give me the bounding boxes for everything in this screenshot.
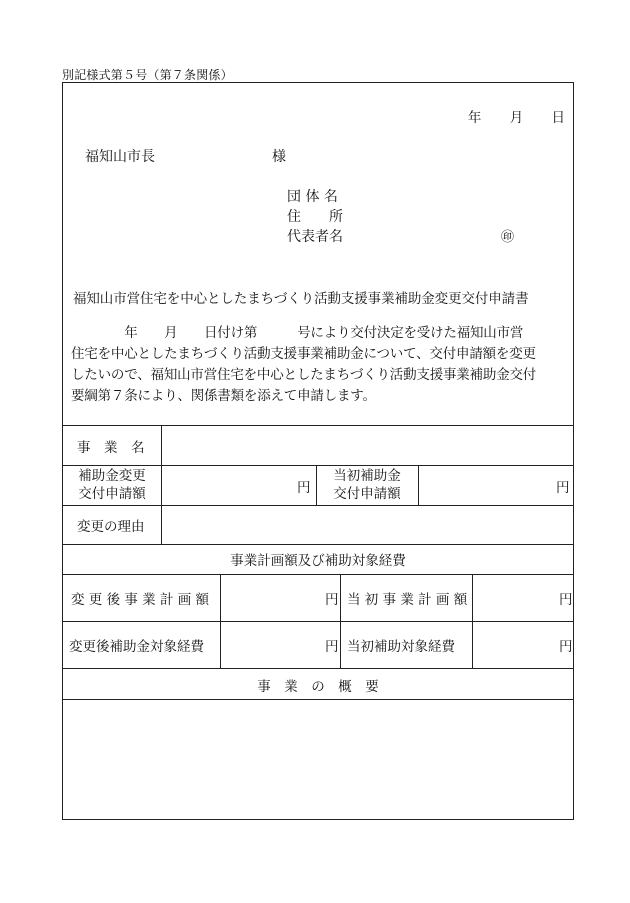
row-divider: [63, 668, 573, 669]
column-divider: [418, 465, 419, 505]
row-divider: [63, 505, 573, 506]
plan-section-header: 事業計画額及び補助対象経費: [230, 553, 406, 569]
addressee-honorific: 様: [272, 149, 286, 165]
change-reason-label: 変更の理由: [77, 519, 145, 535]
original-cost-label: 当初補助対象経費: [347, 639, 455, 655]
changed-plan-yen: 円: [325, 592, 339, 608]
application-body: [71, 323, 569, 407]
changed-cost-yen: 円: [325, 639, 339, 655]
document-title: 福知山市営住宅を中心としたまちづくり活動支援事業補助金変更交付申請書: [73, 291, 529, 307]
original-plan-label: 当 初 事 業 計 画 額: [347, 592, 468, 608]
changed-cost-label: 変更後補助金対象経費: [69, 639, 204, 655]
original-amount-label: 当初補助金 交付申請額: [333, 468, 401, 502]
original-cost-yen: 円: [559, 639, 573, 655]
project-name-label: 事 業 名: [77, 440, 145, 456]
column-divider: [161, 425, 162, 544]
row-divider: [63, 465, 573, 466]
seal-mark: ㊞: [501, 230, 515, 245]
body-line-4: 要綱第７条により、関係書類を添えて申請します。: [71, 388, 376, 404]
overview-header: 事 業 の 概 要: [257, 679, 379, 695]
row-divider: [63, 621, 573, 622]
addressee-name: 福知山市長: [85, 149, 155, 165]
date-month: 月: [509, 110, 524, 126]
row-divider: [63, 574, 573, 575]
form-number: 別記様式第５号（第７条関係）: [62, 68, 233, 82]
column-divider: [472, 574, 473, 668]
changed-plan-label: 変 更 後 事 業 計 画 額: [71, 592, 210, 608]
table-top-border: [63, 425, 573, 426]
change-amount-label: 補助金変更 交付申請額: [78, 468, 146, 502]
representative-label: 代表者名: [287, 229, 343, 245]
date-line: [444, 106, 565, 126]
change-amount-yen: 円: [297, 480, 311, 496]
overview-area[interactable]: [63, 700, 573, 819]
original-plan-yen: 円: [559, 592, 573, 608]
date-day: 日: [551, 110, 565, 126]
address-label: 住 所: [287, 209, 343, 225]
body-line-2: 住宅を中心としたまちづくり活動支援事業補助金について、交付申請額を変更: [71, 346, 536, 362]
body-line-3: したいので、福知山市営住宅を中心としたまちづくり活動支援事業補助金交付: [71, 367, 537, 383]
application-form: [62, 82, 574, 820]
column-divider: [340, 574, 341, 668]
column-divider: [220, 574, 221, 668]
date-year: 年: [467, 110, 482, 126]
body-line-1: 年 月 日付け第 号により交付決定を受けた福知山市営: [71, 325, 524, 341]
group-name-label: 団 体 名: [287, 189, 338, 205]
original-amount-yen: 円: [556, 480, 570, 496]
row-divider: [63, 544, 573, 545]
